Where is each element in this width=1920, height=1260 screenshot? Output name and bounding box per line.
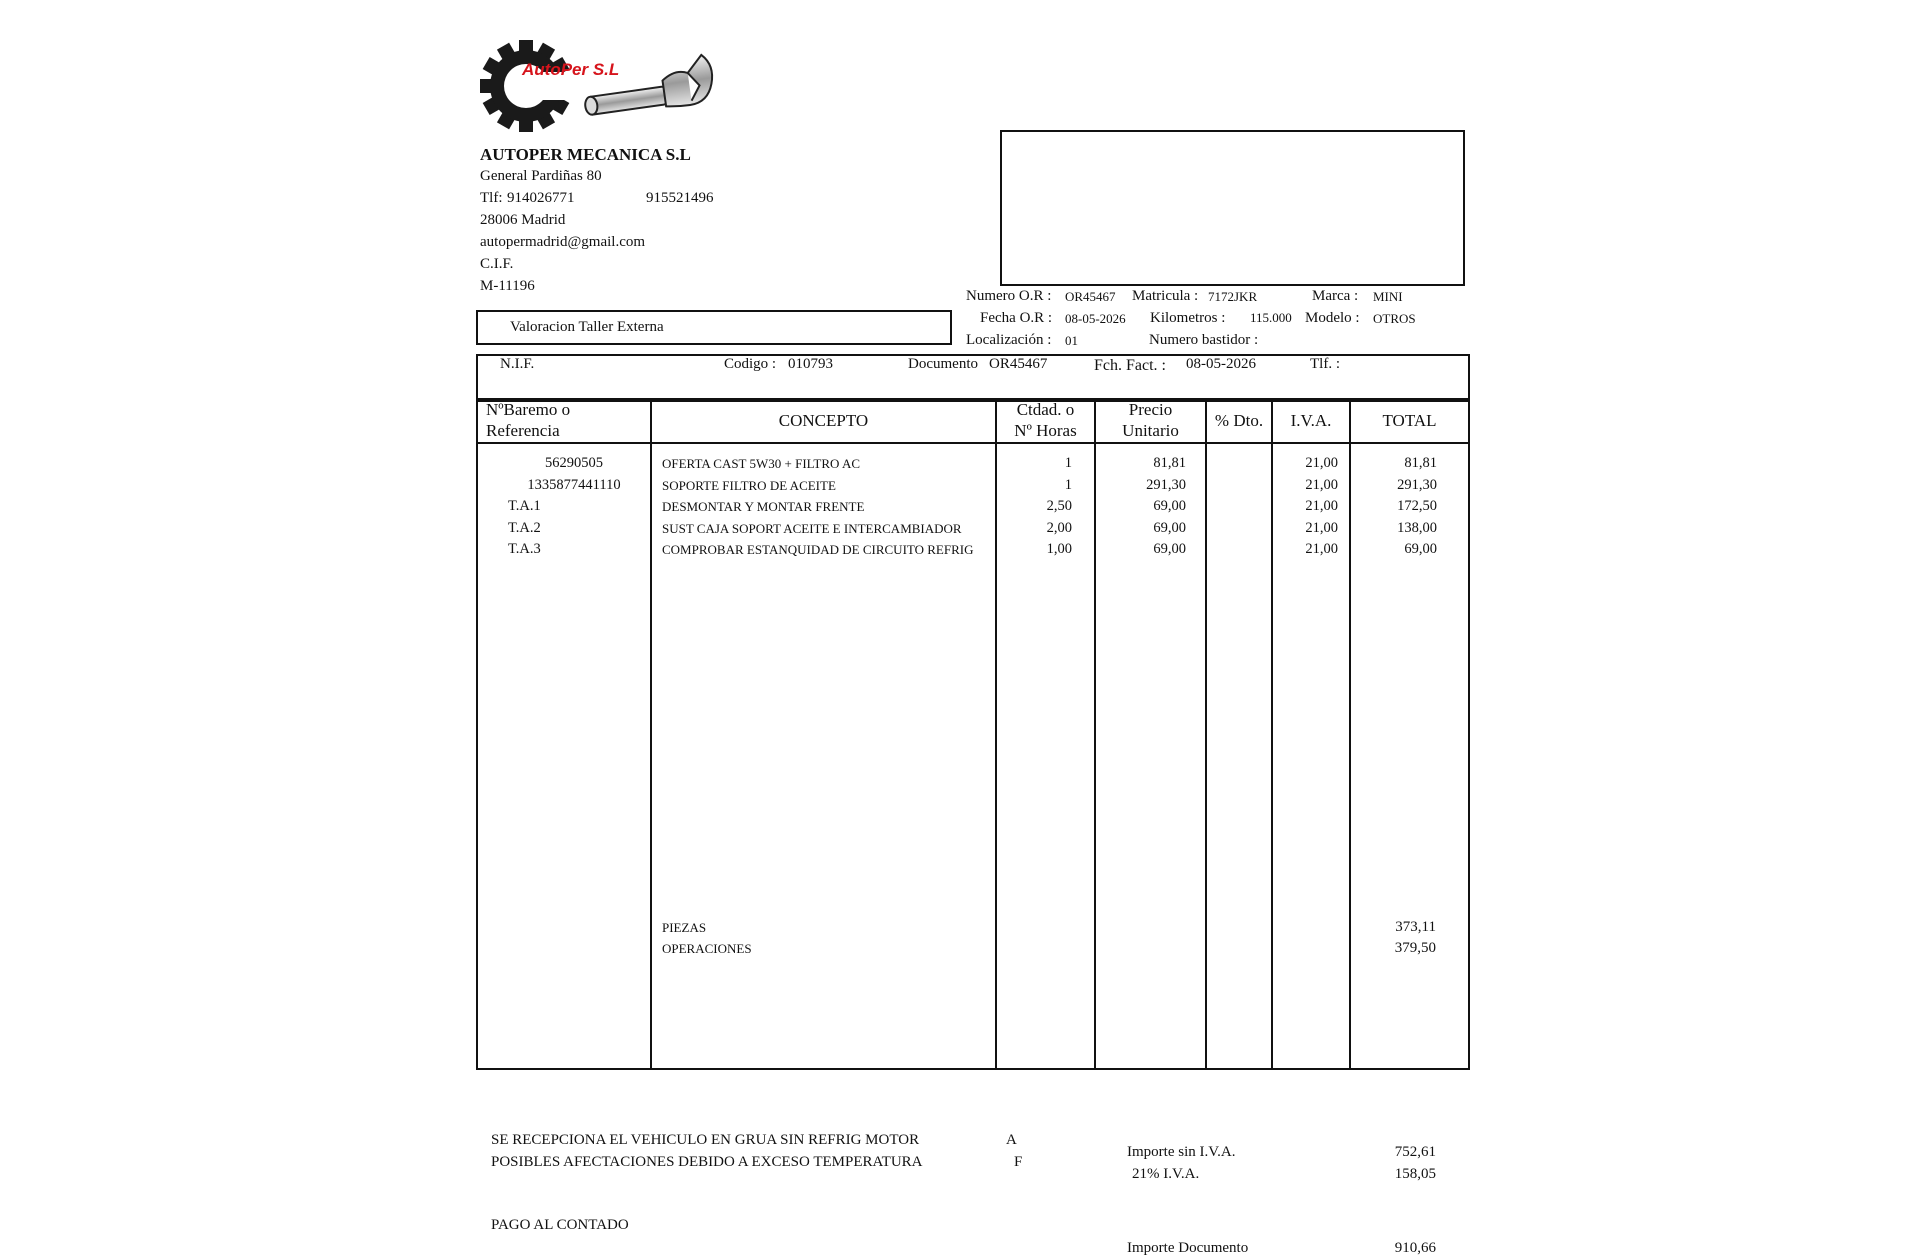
payment-terms: PAGO AL CONTADO bbox=[491, 1217, 629, 1233]
table-row bbox=[0, 475, 1920, 497]
logo-text: AutoPer S.L bbox=[522, 60, 620, 79]
row-iva: 21,00 bbox=[1305, 455, 1338, 471]
bastidor-label: Numero bastidor : bbox=[1149, 332, 1259, 348]
row-iva: 21,00 bbox=[1305, 519, 1338, 536]
table-row bbox=[0, 453, 1920, 475]
row-qty: 2,00 bbox=[1046, 519, 1072, 536]
importe-sin-iva-value: 752,61 bbox=[1394, 1144, 1436, 1160]
info-bar bbox=[476, 354, 1470, 402]
marca-label: Marca : bbox=[1312, 288, 1359, 304]
matricula-label: Matricula : bbox=[1132, 288, 1199, 304]
iva-amount-value: 158,05 bbox=[1394, 1166, 1436, 1182]
iva-amount-label: 21% I.V.A. bbox=[1132, 1166, 1200, 1182]
subtotal-piezas-label: PIEZAS bbox=[662, 920, 707, 935]
header-ref-line1: NºBaremo o bbox=[486, 400, 571, 419]
note-line-2: POSIBLES AFECTACIONES DEBIDO A EXCESO TEMPERATURA bbox=[491, 1154, 923, 1170]
nif-label: N.I.F. bbox=[500, 356, 535, 372]
row-concepto: COMPROBAR ESTANQUIDAD DE CIRCUITO REFRIG bbox=[662, 542, 974, 557]
km-label: Kilometros : bbox=[1150, 310, 1226, 326]
header-qty-line2: Nº Horas bbox=[1014, 421, 1077, 440]
row-qty: 1 bbox=[1064, 455, 1072, 471]
row-price: 81,81 bbox=[1153, 455, 1186, 471]
company-email: autopermadrid@gmail.com bbox=[480, 234, 646, 250]
header-iva: I.V.A. bbox=[1290, 411, 1332, 430]
fecha-or-label: Fecha O.R : bbox=[980, 310, 1053, 326]
row-dto bbox=[1207, 539, 1262, 561]
localizacion-label: Localización : bbox=[966, 332, 1052, 348]
header-ref bbox=[486, 399, 570, 441]
row-ref: T.A.3 bbox=[508, 541, 541, 557]
row-ref: T.A.1 bbox=[508, 498, 541, 514]
row-dto bbox=[1207, 518, 1262, 540]
importe-documento-value: 910,66 bbox=[1394, 1240, 1436, 1256]
row-ref: 1335877441110 bbox=[527, 476, 621, 493]
note-line-1: SE RECEPCIONA EL VEHICULO EN GRUA SIN REFRIG MOTOR bbox=[491, 1132, 920, 1148]
fecha-or-value: 08-05-2026 bbox=[1065, 311, 1126, 326]
header-price-line2: Unitario bbox=[1122, 421, 1179, 440]
codigo-value: 010793 bbox=[788, 356, 833, 372]
note-line-2-tail: F bbox=[1014, 1154, 1023, 1170]
row-total: 138,00 bbox=[1397, 519, 1437, 536]
table-row bbox=[0, 539, 1920, 561]
subtotal-operaciones-value: 379,50 bbox=[1394, 940, 1436, 956]
row-price: 69,00 bbox=[1153, 498, 1186, 514]
doc-type-box bbox=[476, 310, 952, 345]
header-qty bbox=[997, 399, 1094, 441]
row-iva: 21,00 bbox=[1305, 498, 1338, 514]
row-total: 69,00 bbox=[1404, 541, 1437, 557]
row-qty: 1,00 bbox=[1046, 541, 1072, 557]
row-iva: 21,00 bbox=[1305, 541, 1338, 557]
row-price: 291,30 bbox=[1146, 476, 1186, 493]
tlf-label: Tlf. : bbox=[1310, 356, 1340, 372]
km-value: 115.000 bbox=[1250, 310, 1292, 325]
numero-or-label: Numero O.R : bbox=[966, 288, 1052, 304]
company-name: AUTOPER MECANICA S.L bbox=[480, 145, 691, 164]
header-ref-line2: Referencia bbox=[486, 421, 560, 440]
table-header-divider bbox=[476, 442, 1470, 444]
fch-fact-value: 08-05-2026 bbox=[1186, 356, 1256, 372]
localizacion-value: 01 bbox=[1065, 333, 1078, 348]
company-phone-2: 915521496 bbox=[646, 190, 714, 206]
row-total: 291,30 bbox=[1397, 476, 1437, 493]
header-price-line1: Precio bbox=[1128, 400, 1173, 419]
matricula-value: 7172JKR bbox=[1208, 289, 1258, 304]
company-code: M-11196 bbox=[480, 278, 535, 294]
row-concepto: DESMONTAR Y MONTAR FRENTE bbox=[662, 499, 865, 514]
marca-value: MINI bbox=[1373, 289, 1403, 304]
fch-fact-label: Fch. Fact. : bbox=[1094, 357, 1166, 374]
company-phone-1: 914026771 bbox=[507, 190, 575, 206]
row-price: 69,00 bbox=[1153, 541, 1186, 557]
company-logo bbox=[478, 30, 728, 140]
note-line-1-tail: A bbox=[1006, 1132, 1017, 1148]
codigo-label: Codigo : bbox=[724, 356, 777, 372]
subtotal-operaciones-label: OPERACIONES bbox=[662, 941, 752, 956]
row-total: 172,50 bbox=[1397, 498, 1437, 514]
row-dto bbox=[1207, 496, 1262, 518]
header-concepto: CONCEPTO bbox=[778, 411, 869, 430]
company-city: 28006 Madrid bbox=[480, 212, 566, 228]
header-price bbox=[1096, 399, 1205, 441]
row-iva: 21,00 bbox=[1305, 476, 1338, 493]
row-total: 81,81 bbox=[1404, 455, 1437, 471]
subtotal-piezas-value: 373,11 bbox=[1395, 919, 1436, 935]
row-dto bbox=[1207, 475, 1262, 497]
row-price: 69,00 bbox=[1153, 519, 1186, 536]
row-ref: T.A.2 bbox=[508, 519, 541, 536]
header-total: TOTAL bbox=[1382, 411, 1437, 430]
customer-address-box bbox=[1000, 130, 1465, 286]
doc-type-label: Valoracion Taller Externa bbox=[510, 319, 664, 335]
row-concepto: OFERTA CAST 5W30 + FILTRO AC bbox=[662, 456, 861, 471]
row-concepto: SUST CAJA SOPORT ACEITE E INTERCAMBIADOR bbox=[662, 520, 962, 536]
company-phone-label: Tlf: bbox=[480, 190, 503, 206]
importe-documento-label: Importe Documento bbox=[1127, 1240, 1249, 1256]
company-cif: C.I.F. bbox=[480, 256, 514, 272]
row-qty: 1 bbox=[1064, 476, 1072, 493]
row-dto bbox=[1207, 453, 1262, 475]
table-row bbox=[0, 496, 1920, 518]
row-qty: 2,50 bbox=[1046, 498, 1072, 514]
header-qty-line1: Ctdad. o bbox=[1016, 400, 1075, 419]
header-dto: % Dto. bbox=[1214, 411, 1264, 430]
modelo-label: Modelo : bbox=[1305, 310, 1360, 326]
company-address: General Pardiñas 80 bbox=[480, 168, 602, 184]
row-ref: 56290505 bbox=[545, 455, 603, 471]
importe-sin-iva-label: Importe sin I.V.A. bbox=[1127, 1144, 1236, 1160]
row-concepto: SOPORTE FILTRO DE ACEITE bbox=[662, 477, 836, 493]
numero-or-value: OR45467 bbox=[1065, 289, 1116, 304]
table-row bbox=[0, 518, 1920, 540]
modelo-value: OTROS bbox=[1373, 311, 1416, 326]
documento-value: OR45467 bbox=[989, 356, 1048, 372]
documento-label: Documento bbox=[908, 356, 978, 372]
